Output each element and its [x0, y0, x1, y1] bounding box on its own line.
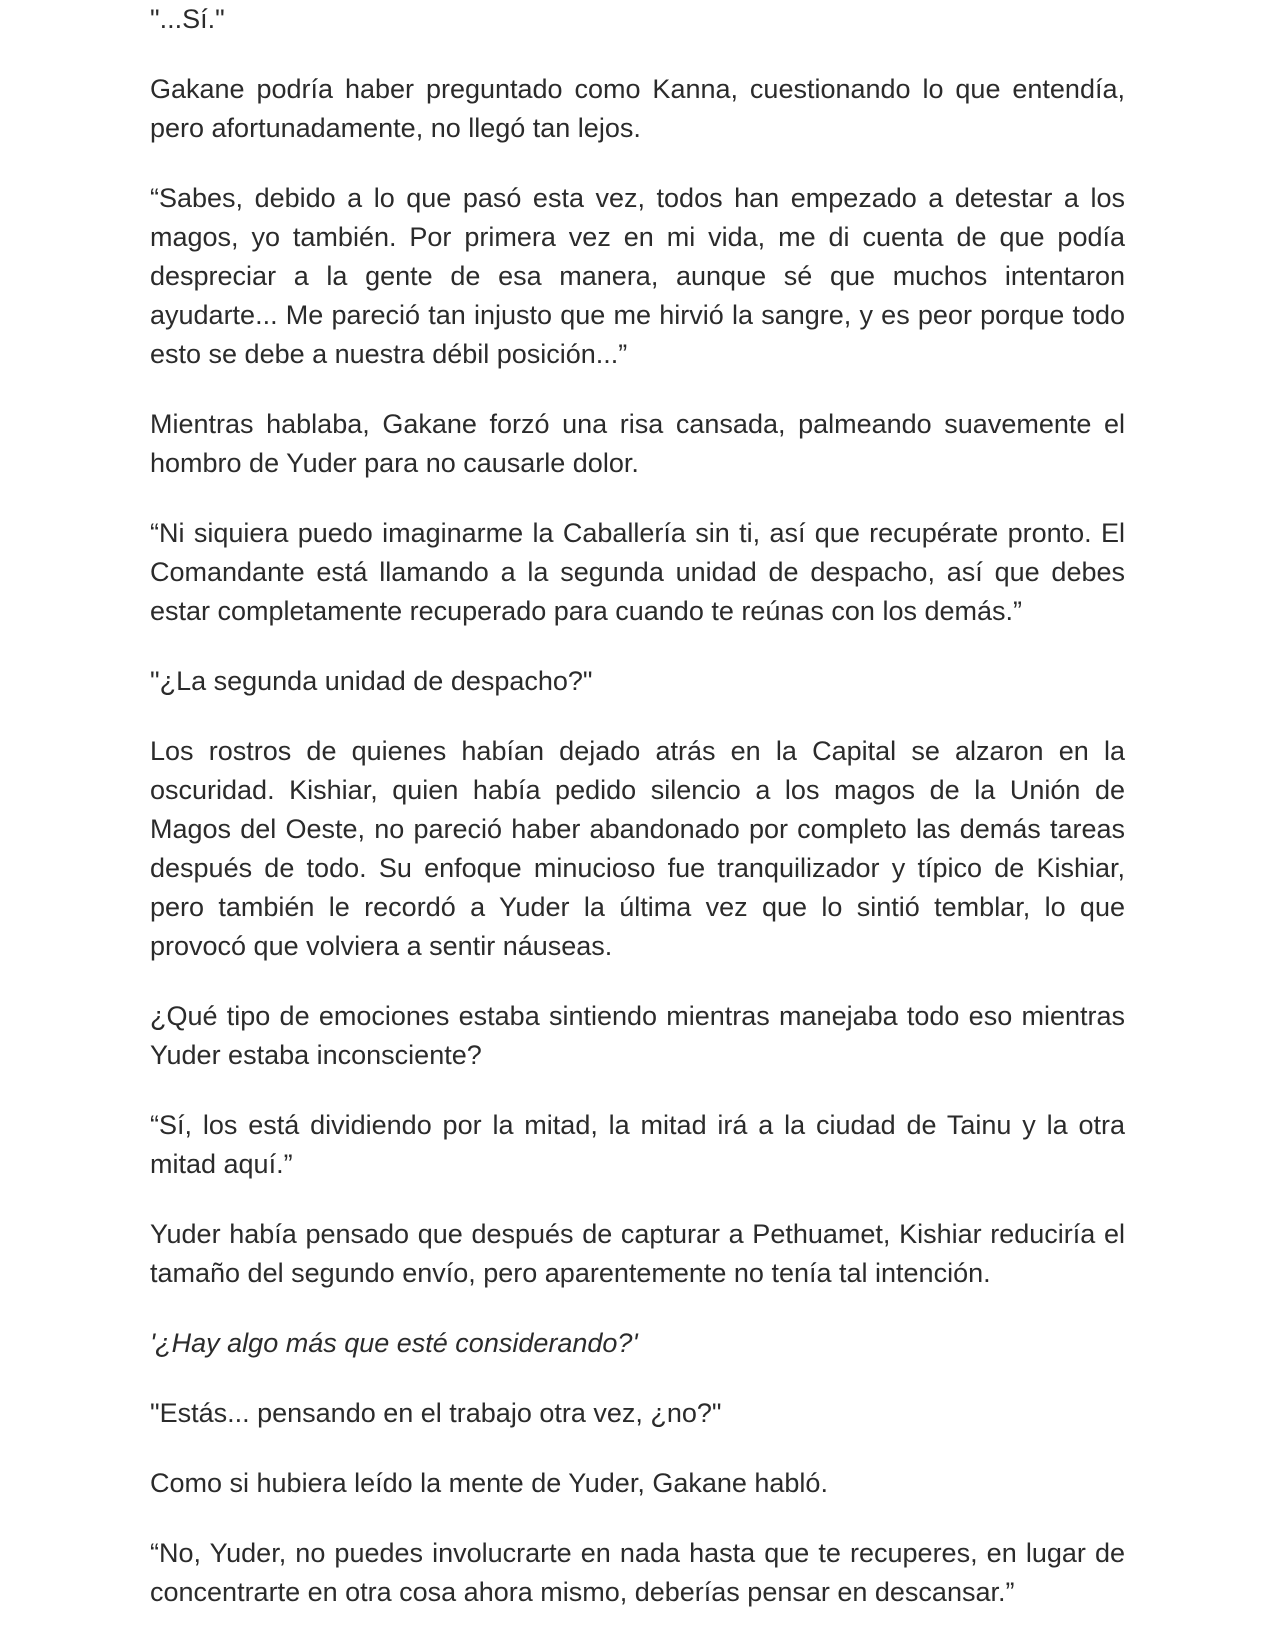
paragraph-10: Yuder había pensado que después de capturar a Pethuamet, Kishiar reduciría el tamaño del segundo envío, pero aparentemente no tenía tal intención. — [150, 1219, 1125, 1288]
paragraph-6: "¿La segunda unidad de despacho?" — [150, 666, 593, 696]
paragraph-9: “Sí, los está dividiendo por la mitad, la mitad irá a la ciudad de Tainu y la otra mitad aquí.” — [150, 1110, 1125, 1179]
document-body — [150, 0, 1125, 1643]
paragraph-5: “Ni siquiera puedo imaginarme la Caballería sin ti, así que recupérate pronto. El Comandante está llamando a la segunda unidad de despacho, así que debes estar completamente recuperado para cuando te reúnas con los demás.” — [150, 518, 1125, 626]
paragraph-7: Los rostros de quienes habían dejado atrás en la Capital se alzaron en la oscuridad. Kishiar, quien había pedido silencio a los magos de la Unión de Magos del Oeste, no pareció haber abandonado por completo las demás tareas después de todo. Su enfoque minucioso fue tranquilizador y típico de Kishiar, pero también le recordó a Yuder la última vez que lo sintió temblar, lo que provocó que volviera a sentir náuseas. — [150, 736, 1125, 961]
paragraph-13: Como si hubiera leído la mente de Yuder, Gakane habló. — [150, 1468, 828, 1498]
paragraph-1: "...Sí." — [150, 4, 225, 34]
paragraph-4: Mientras hablaba, Gakane forzó una risa cansada, palmeando suavemente el hombro de Yuder para no causarle dolor. — [150, 409, 1125, 478]
paragraph-14: “No, Yuder, no puedes involucrarte en nada hasta que te recuperes, en lugar de concentrarte en otra cosa ahora mismo, deberías pensar en descansar.” — [150, 1538, 1125, 1607]
paragraph-8: ¿Qué tipo de emociones estaba sintiendo mientras manejaba todo eso mientras Yuder estaba inconsciente? — [150, 1001, 1125, 1070]
paragraph-3: “Sabes, debido a lo que pasó esta vez, todos han empezado a detestar a los magos, yo también. Por primera vez en mi vida, me di cuenta de que podía despreciar a la gente de esa manera, aunque sé que muchos intentaron ayudarte... Me pareció tan injusto que me hirvió la sangre, y es peor porque todo esto se debe a nuestra débil posición...” — [150, 183, 1125, 369]
paragraph-12: "Estás... pensando en el trabajo otra vez, ¿no?" — [150, 1398, 722, 1428]
paragraph-11-thought: '¿Hay algo más que esté considerando?' — [150, 1328, 638, 1358]
paragraph-2: Gakane podría haber preguntado como Kanna, cuestionando lo que entendía, pero afortunadamente, no llegó tan lejos. — [150, 74, 1125, 143]
